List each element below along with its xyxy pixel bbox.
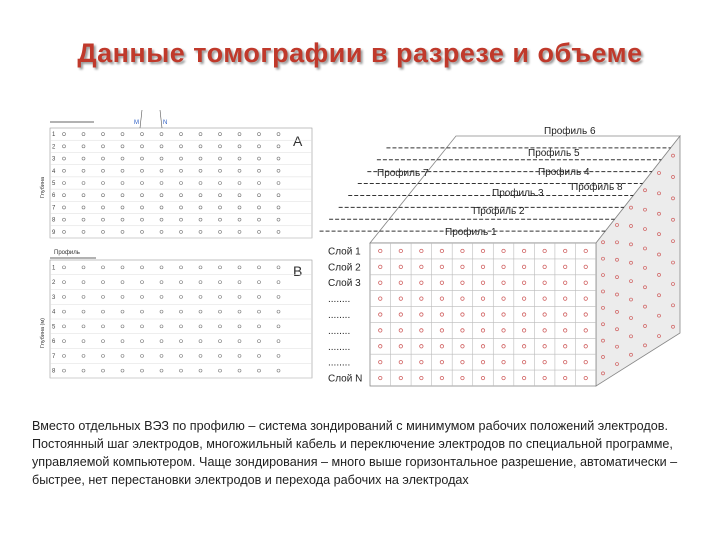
- row-number: 5: [52, 181, 56, 187]
- row-number: 7: [52, 205, 56, 212]
- layer-label: ........: [328, 310, 351, 321]
- profile-7-label: Профиль 7: [377, 168, 429, 179]
- slide-title: Данные томографии в разрезе и объеме: [77, 38, 643, 68]
- tomography-diagram: [30, 98, 696, 398]
- n-pointer: [160, 110, 162, 128]
- profile-3-label: Профиль 3: [492, 188, 544, 199]
- m-pointer: [140, 110, 142, 128]
- tomography-figure: [30, 98, 696, 398]
- profile-2-label: Профиль 2: [473, 206, 525, 217]
- axis-label-a: Глубина: [40, 176, 46, 198]
- panel-b: [40, 250, 312, 378]
- row-number: 6: [52, 193, 56, 200]
- axis-label-b: Глубина (м): [40, 318, 46, 348]
- block-front-face: [370, 243, 596, 386]
- row-number: 3: [52, 294, 56, 301]
- row-number: 1: [52, 265, 56, 272]
- layer-label: Слой 3: [328, 278, 361, 290]
- panel-a-frame: [50, 128, 312, 238]
- row-number: 8: [52, 217, 56, 224]
- layer-label: ........: [328, 325, 351, 337]
- layer-label: ........: [328, 357, 351, 369]
- mark-n: N: [163, 120, 168, 126]
- layer-labels: [328, 246, 362, 384]
- layer-label: Слой 1: [328, 246, 361, 258]
- profile-5-label: Профиль 5: [528, 148, 580, 159]
- mark-m: M: [134, 120, 139, 126]
- row-number: 8: [52, 368, 56, 375]
- row-number: 2: [52, 144, 56, 151]
- profile-1-label: Профиль 1: [445, 227, 497, 238]
- layer-label: Слой 2: [328, 262, 361, 274]
- volume-block: [320, 125, 680, 386]
- profile-8-label: Профиль 8: [571, 182, 623, 193]
- row-number: 3: [52, 156, 56, 163]
- layer-label: ........: [328, 294, 351, 306]
- row-number: 5: [52, 324, 56, 331]
- label-a: A: [293, 133, 303, 149]
- row-number: 4: [52, 309, 56, 316]
- row-number: 9: [52, 229, 56, 236]
- layer-label: Слой N: [328, 373, 363, 385]
- row-number: 1: [52, 132, 56, 139]
- panel-a: [40, 110, 312, 238]
- row-number: 4: [52, 168, 56, 175]
- layer-label: ........: [328, 341, 351, 353]
- row-number: 2: [52, 280, 56, 287]
- row-number: 7: [52, 353, 56, 360]
- profile-4-label: Профиль 4: [538, 167, 590, 178]
- slide-body-text: Вместо отдельных ВЭЗ по профилю – система зондирований с минимумом рабочих положений электродов. Постоянный шаг электродов, многожильный кабель и переключение электродов по специальной программе, управляемой компьютером. Чаще зондирования – много выше горизонтальное разрешение, автоматически – быстрее, нет перестановки электродов и перехода рабочих на электродах: [32, 419, 678, 487]
- profile-6-label: Профиль 6: [544, 126, 596, 137]
- label-b: B: [293, 263, 303, 279]
- profile-label: Профиль: [54, 250, 80, 256]
- row-number: 6: [52, 339, 56, 346]
